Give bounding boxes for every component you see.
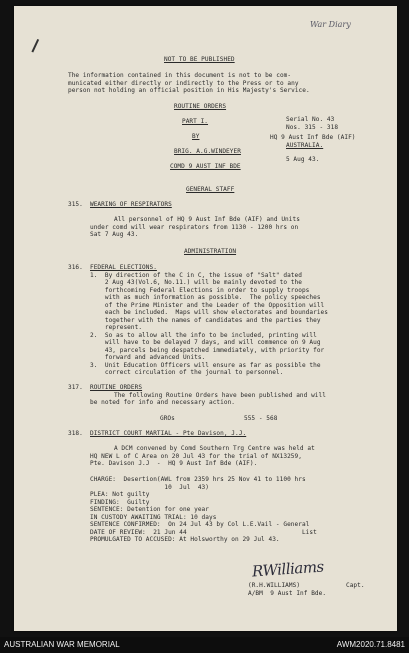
order-317-line-1: The following Routine Orders have been published and will	[114, 391, 326, 399]
commander-title: COMD 9 AUST INF BDE	[170, 163, 241, 170]
handwritten-signature: RWilliams	[251, 557, 325, 581]
order-316-line-2: 2 Aug 43(Vol.6, No.11.) will be mainly devoted to the	[90, 279, 302, 286]
not-published-heading: NOT TO BE PUBLISHED	[164, 56, 235, 63]
hand-mark	[31, 39, 44, 55]
order-318-line-2: HQ NEW L of C Area on 20 Jul 43 for the trial of NX13259,	[90, 452, 302, 460]
signatory-name: (R.H.WILLIAMS)	[248, 582, 301, 589]
warning-line-1: The information contained in this document is not to be com-	[68, 72, 292, 79]
place-line: AUSTRALIA.	[286, 142, 324, 149]
order-317-number: 317.	[68, 384, 83, 391]
war-diary-annotation: War Diary	[310, 20, 351, 29]
signatory-rank: Capt.	[346, 582, 365, 589]
order-315-line-3: Sat 7 Aug 43.	[90, 231, 139, 238]
document-page	[14, 6, 397, 631]
order-316-line-10: will have to be delayed 7 days, and will commence on 9 Aug	[90, 339, 321, 346]
general-staff-heading: GENERAL STAFF	[186, 186, 235, 193]
gros-label: GROs	[160, 415, 175, 422]
order-316-line-11: 43, parcels being despatched immediately, with priority for	[90, 346, 325, 354]
hq-line: HQ 9 Aust Inf Bde (AIF)	[270, 134, 356, 141]
serial-number: Serial No. 43	[286, 116, 335, 123]
order-317-title: ROUTINE ORDERS	[90, 384, 143, 391]
order-317-line-2: be noted for info and necessary action.	[90, 399, 236, 406]
order-315-line-2: under comd will wear respirators from 1130 - 1200 hrs on	[90, 223, 299, 231]
order-316-line-12: forward and advanced Units.	[90, 354, 206, 361]
charge-date-line: 10 Jul 43)	[90, 483, 209, 491]
administration-heading: ADMINISTRATION	[184, 248, 237, 255]
order-316-line-4: with as much information as possible. The policy speeches	[90, 294, 321, 301]
order-316-line-8: represent.	[90, 324, 143, 331]
signatory-appointment: A/BM 9 Aust Inf Bde.	[248, 590, 327, 597]
footer-accession-number: AWM2020.71.8481	[336, 640, 405, 649]
custody-line: IN CUSTODY AWAITING TRIAL: 10 days	[90, 513, 217, 521]
order-316-title: FEDERAL ELECTIONS.	[90, 264, 157, 271]
serial-range: Nos. 315 - 318	[286, 123, 339, 131]
date-line: 5 Aug 43.	[286, 156, 320, 163]
order-316-line-6: each be included. Maps will show electorates and boundaries	[90, 309, 328, 316]
finding-line: FINDING: Guilty	[90, 498, 150, 506]
order-316-line-5: of the Prime Minister and the Leader of the Opposition will	[90, 301, 325, 309]
order-315-line-1: All personnel of HQ 9 Aust Inf Bde (AIF) and Units	[114, 216, 300, 223]
order-316-line-13: 3. Unit Education Officers will ensure as far as possible the	[90, 361, 321, 369]
order-316-line-14: correct circulation of the journal to personnel.	[90, 369, 284, 376]
order-316-line-3: forthcoming Federal Elections in order to supply troops	[90, 286, 310, 294]
order-315-number: 315.	[68, 201, 83, 208]
order-315-title: WEARING OF RESPIRATORS	[90, 201, 172, 208]
charge-line: CHARGE: Desertion(AWL from 2359 hrs 25 Nov 41 to 1100 hrs	[90, 476, 306, 483]
promulgated-line: PROMULGATED TO ACCUSED: At Holsworthy on 29 Jul 43.	[90, 536, 280, 543]
order-318-line-1: A DCM convened by Comd Southern Trg Centre was held at	[114, 445, 315, 452]
order-316-line-7: together with the names of candidates and the parties they	[90, 316, 321, 324]
order-316-line-9: 2. So as to allow all the info to be included, printing will	[90, 331, 317, 339]
part-label: PART I.	[182, 118, 209, 125]
routine-orders-heading: ROUTINE ORDERS	[174, 103, 227, 110]
gros-range: 555 - 568	[244, 415, 278, 422]
footer-institution: AUSTRALIAN WAR MEMORIAL	[4, 640, 120, 649]
by-label: BY	[192, 133, 200, 140]
order-318-line-3: Pte. Davison J.J - HQ 9 Aust Inf Bde (AIF).	[90, 460, 258, 467]
archive-footer	[0, 637, 409, 653]
order-316-line-1: 1. By direction of the C in C, the issue of "Salt" dated	[90, 271, 302, 279]
plea-line: PLEA: Not guilty	[90, 491, 150, 498]
confirmed-line: SENTENCE CONFIRMED: On 24 Jul 43 by Col L.E.Vail - General	[90, 521, 310, 528]
warning-line-2: municated either directly or indirectly to the Press or to any	[68, 79, 299, 87]
warning-line-3: person not holding an official position in His Majesty's Service.	[68, 87, 310, 94]
order-316-number: 316.	[68, 264, 83, 271]
brigadier-name: BRIG. A.G.WINDEYER	[174, 148, 241, 155]
review-line: DATE OF REVIEW: 21 Jun 44 List	[90, 528, 317, 536]
order-318-number: 318.	[68, 430, 83, 437]
order-318-title: DISTRICT COURT MARTIAL - Pte Davison, J.J.	[90, 430, 247, 437]
sentence-line: SENTENCE: Detention for one year	[90, 506, 209, 513]
